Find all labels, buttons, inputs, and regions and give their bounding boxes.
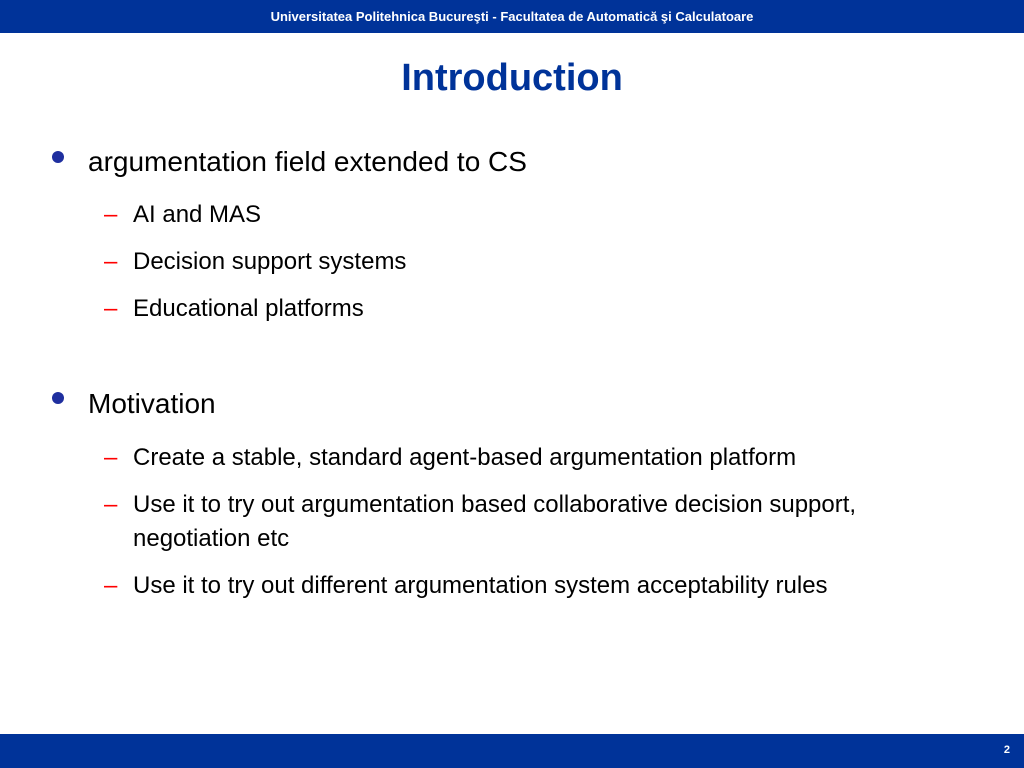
sub-bullet-item xyxy=(104,198,261,232)
sub-bullet-text: Decision support systems xyxy=(133,248,407,275)
sub-bullet-item xyxy=(104,292,364,326)
sub-bullet-item xyxy=(104,488,894,556)
sub-bullet-item xyxy=(104,245,406,279)
page-number: 2 xyxy=(1003,744,1010,756)
dash-icon: – xyxy=(104,572,118,599)
sub-bullet-text: Use it to try out different argumentation system acceptability rules xyxy=(133,572,828,599)
sub-bullet-text: Create a stable, standard agent-based argumentation platform xyxy=(133,444,797,471)
dash-icon: – xyxy=(104,295,118,322)
dash-icon: – xyxy=(104,201,118,228)
sub-bullet-item xyxy=(104,569,828,603)
dash-icon: – xyxy=(104,491,118,518)
sub-bullet-text: Educational platforms xyxy=(133,295,364,322)
bullet-dot-icon xyxy=(52,151,64,163)
slide-title: Introduction xyxy=(401,57,623,99)
institution-name: Universitatea Politehnica Bucureşti - Facultatea de Automatică şi Calculatoare xyxy=(270,9,754,24)
bullet-dot-icon xyxy=(52,392,64,404)
sub-bullet-text: AI and MAS xyxy=(133,201,262,228)
bullet-item: argumentation field extended to CS xyxy=(88,146,527,177)
bullet-item: Motivation xyxy=(88,388,216,419)
sub-bullet-text: Use it to try out argumentation based collaborative decision support, negotiation etc xyxy=(133,491,857,552)
sub-bullet-item xyxy=(104,441,796,475)
footer-bar xyxy=(0,734,1024,768)
dash-icon: – xyxy=(104,444,118,471)
dash-icon: – xyxy=(104,248,118,275)
